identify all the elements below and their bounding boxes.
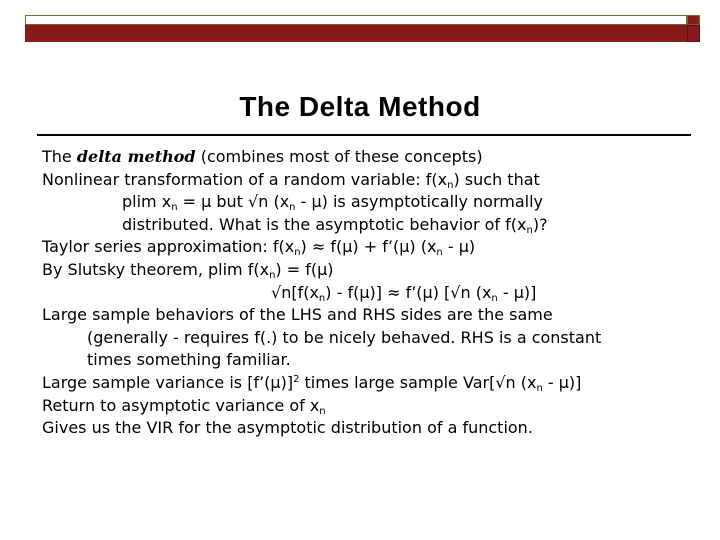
body-line-6 xyxy=(42,259,702,282)
text: - μ)] xyxy=(497,282,537,302)
subscript: n xyxy=(491,292,498,304)
subscript: n xyxy=(536,382,543,394)
header-decoration-bar xyxy=(25,25,700,42)
text: Large sample variance is [f’(μ)] xyxy=(42,372,294,392)
body-line-5 xyxy=(42,236,702,259)
body-line-1 xyxy=(42,146,702,169)
text: plim x xyxy=(122,192,172,212)
text: ) ≈ f(μ) + f’(μ) (x xyxy=(300,237,437,257)
body-line-8: Large sample behaviors of the LHS and RHS sides are the same xyxy=(42,305,553,325)
text: - μ) xyxy=(442,237,476,257)
subscript: n xyxy=(319,405,326,417)
title-underline xyxy=(37,134,691,136)
body-line-2 xyxy=(42,169,702,192)
body-line-11 xyxy=(42,372,702,395)
body-line-13: Gives us the VIR for the asymptotic distribution of a function. xyxy=(42,418,533,438)
text: Taylor series approximation: f(x xyxy=(42,237,295,257)
body-line-3 xyxy=(42,191,702,214)
superscript: 2 xyxy=(293,373,300,385)
subscript: n xyxy=(294,247,301,259)
subscript: n xyxy=(436,247,443,259)
header-decoration-cell xyxy=(687,25,700,42)
slide-title: The Delta Method xyxy=(239,91,481,122)
text: √n[f(x xyxy=(271,282,319,302)
text: By Slutsky theorem, plim f(x xyxy=(42,259,270,279)
text: Nonlinear transformation of a random variable: f(x xyxy=(42,169,448,189)
text: - μ)] xyxy=(542,372,582,392)
body-line-4 xyxy=(42,214,702,237)
body-line-10: times something familiar. xyxy=(87,350,291,370)
text: = μ but √n (x xyxy=(177,192,290,212)
header-decoration-square xyxy=(687,15,700,25)
text: (combines most of these concepts) xyxy=(195,147,483,166)
body-line-9: (generally - requires f(.) to be nicely behaved. RHS is a constant xyxy=(87,327,602,347)
text: The xyxy=(42,147,77,166)
body-line-12 xyxy=(42,395,702,418)
subscript: n xyxy=(269,269,276,281)
text: Return to asymptotic variance of x xyxy=(42,395,320,415)
text: ) - f(μ)] ≈ f’(μ) [√n (x xyxy=(325,282,492,302)
subscript: n xyxy=(318,292,326,304)
text: ) such that xyxy=(453,169,540,189)
text: - μ) is asymptotically normally xyxy=(295,192,543,212)
slide-body xyxy=(42,146,702,440)
text: ) = f(μ) xyxy=(275,259,334,279)
subscript: n xyxy=(447,179,454,191)
header-decoration-box xyxy=(25,15,687,25)
text: distributed. What is the asymptotic behavior of f(x xyxy=(122,214,527,234)
subscript: n xyxy=(526,224,533,236)
emphasis-text: delta method xyxy=(76,147,196,166)
text: )? xyxy=(532,214,548,234)
body-line-7 xyxy=(42,282,702,305)
subscript: n xyxy=(171,202,178,214)
text: times large sample Var[√n (x xyxy=(299,372,537,392)
subscript: n xyxy=(289,202,296,214)
